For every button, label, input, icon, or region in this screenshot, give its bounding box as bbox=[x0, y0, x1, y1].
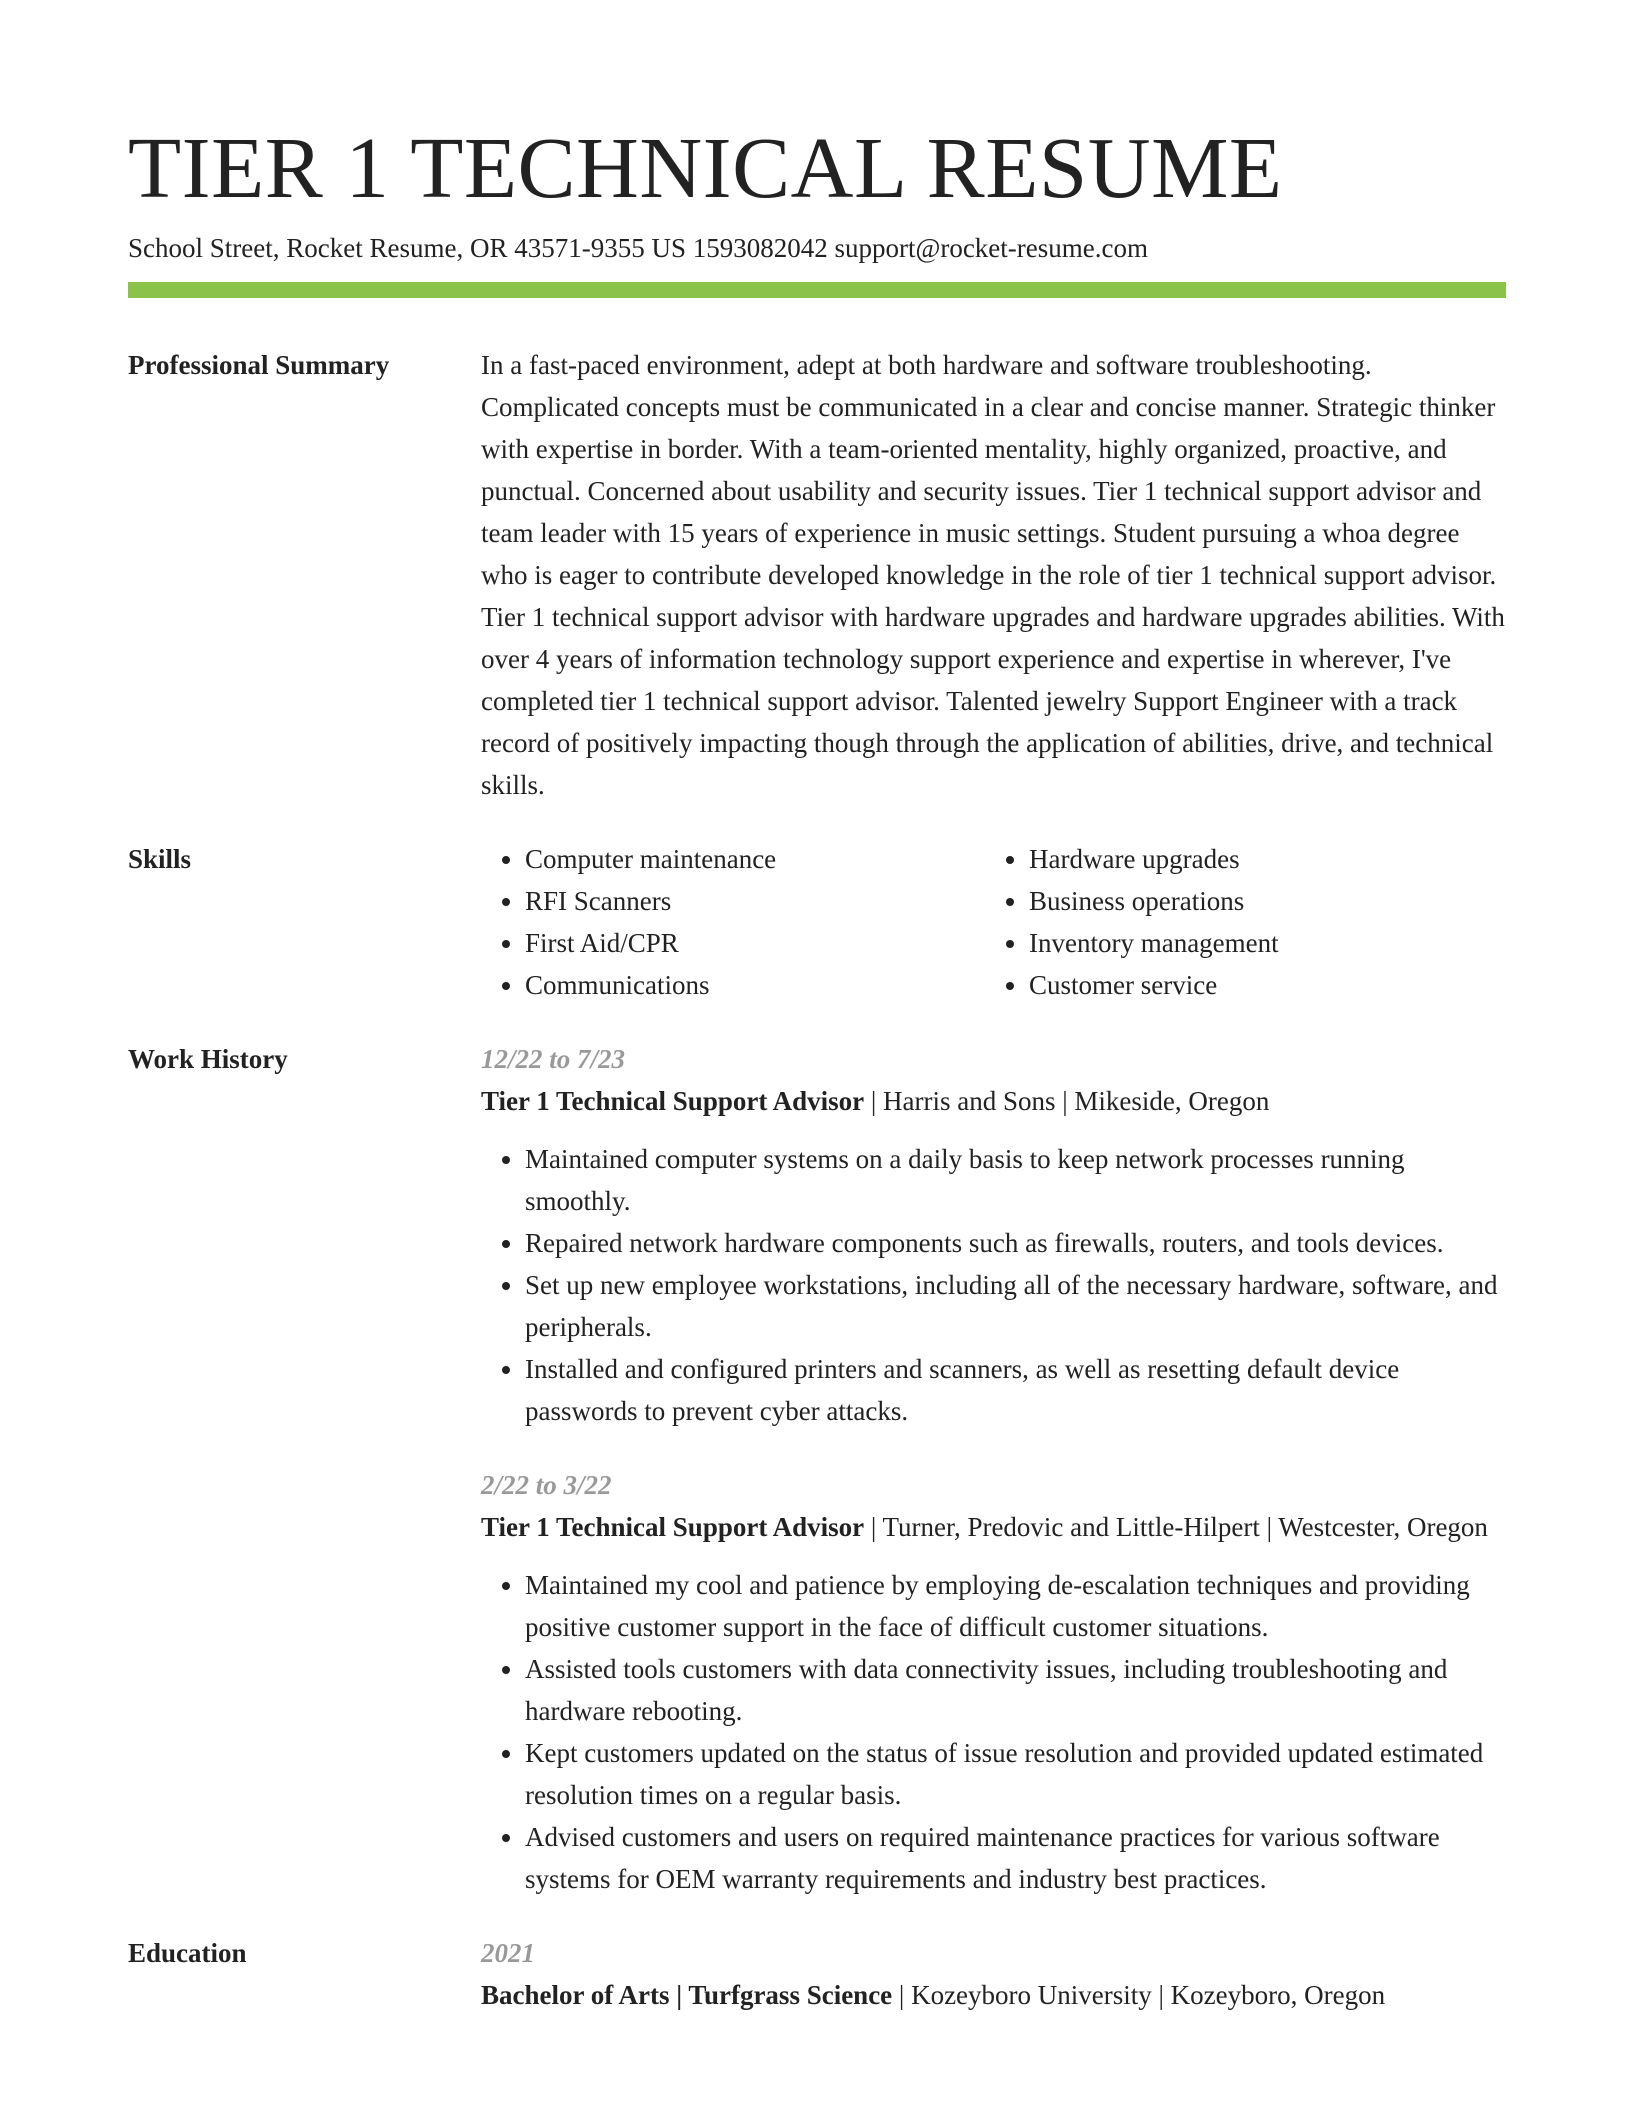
job-heading bbox=[481, 1506, 1506, 1548]
education-degree: Bachelor of Arts | Turfgrass Science bbox=[481, 1980, 893, 2010]
job-bullets bbox=[481, 1138, 1506, 1432]
job-heading bbox=[481, 1080, 1506, 1122]
education-entries bbox=[481, 1932, 1506, 2016]
education-heading bbox=[481, 1974, 1506, 2016]
skill-item: • Business operations bbox=[1029, 880, 1489, 922]
summary-text: In a fast-paced environment, adept at both hardware and software troubleshooting. Complicated concepts must be communicated in a clear and concise manner. Strategic thinker with expertise in border. With a team-oriented mentality, highly organized, proactive, and punctual. Concerned about usability and security issues. Tier 1 technical support advisor and team leader with 15 years of experience in music settings. Student pursuing a whoa degree who is eager to contribute developed knowledge in the role of tier 1 technical support advisor. Tier 1 technical support advisor with hardware upgrades and hardware upgrades abilities. With over 4 years of information technology support experience and expertise in wherever, I've completed tier 1 technical support advisor. Talented jewelry Support Engineer with a track record of positively impacting though through the application of abilities, drive, and technical skills. bbox=[481, 350, 1505, 800]
education-details: | Kozeyboro University | Kozeyboro, Oregon bbox=[892, 1980, 1386, 2010]
skill-item: • Inventory management bbox=[1029, 922, 1489, 964]
job-title: Tier 1 Technical Support Advisor bbox=[481, 1512, 865, 1542]
job-bullet: • Maintained my cool and patience by employing de-escalation techniques and providing positive customer support in the face of difficult customer situations. bbox=[525, 1564, 1506, 1648]
skill-item: • Hardware upgrades bbox=[1029, 838, 1489, 880]
section-title-education: Education bbox=[128, 1938, 247, 1968]
job-bullet: • Repaired network hardware components such as firewalls, routers, and tools devices. bbox=[525, 1222, 1506, 1264]
skill-item: • Communications bbox=[525, 964, 985, 1006]
job-bullet: • Assisted tools customers with data connectivity issues, including troubleshooting and hardware rebooting. bbox=[525, 1648, 1506, 1732]
job-bullet: • Maintained computer systems on a daily basis to keep network processes running smoothly. bbox=[525, 1138, 1506, 1222]
section-title-summary: Professional Summary bbox=[128, 350, 390, 380]
skills-columns bbox=[481, 838, 1506, 1006]
job-details: | Harris and Sons | Mikeside, Oregon bbox=[864, 1086, 1270, 1116]
job-title: Tier 1 Technical Support Advisor bbox=[481, 1086, 865, 1116]
skill-item: • First Aid/CPR bbox=[525, 922, 985, 964]
education-section bbox=[128, 1932, 1506, 2016]
contact-email: support@rocket-resume.com bbox=[834, 233, 1148, 263]
skill-item: • RFI Scanners bbox=[525, 880, 985, 922]
job-bullets bbox=[481, 1564, 1506, 1900]
job-bullet: • Set up new employee workstations, including all of the necessary hardware, software, and peripherals. bbox=[525, 1264, 1506, 1348]
header-divider bbox=[128, 282, 1506, 298]
contact-phone: 1593082042 bbox=[692, 233, 828, 263]
job-bullet: • Advised customers and users on required maintenance practices for various software systems for OEM warranty requirements and industry best practices. bbox=[525, 1816, 1506, 1900]
education-year: 2021 bbox=[481, 1938, 535, 1968]
job-dates: 12/22 to 7/23 bbox=[481, 1044, 626, 1074]
job-entry bbox=[481, 1038, 1506, 1432]
section-title-work: Work History bbox=[128, 1044, 288, 1074]
summary-section bbox=[128, 344, 1506, 806]
job-dates: 2/22 to 3/22 bbox=[481, 1470, 612, 1500]
job-entry bbox=[481, 1464, 1506, 1900]
section-title-skills: Skills bbox=[128, 844, 192, 874]
job-details: | Turner, Predovic and Little-Hilpert | Westcester, Oregon bbox=[864, 1512, 1488, 1542]
job-bullet: • Installed and configured printers and scanners, as well as resetting default device passwords to prevent cyber attacks. bbox=[525, 1348, 1506, 1432]
resume-page bbox=[128, 118, 1506, 2016]
skill-item: • Computer maintenance bbox=[525, 838, 985, 880]
skills-list-left bbox=[481, 838, 985, 1006]
skills-section bbox=[128, 838, 1506, 1006]
work-entries bbox=[481, 1038, 1506, 1900]
job-bullet: • Kept customers updated on the status of issue resolution and provided updated estimated resolution times on a regular basis. bbox=[525, 1732, 1506, 1816]
work-section bbox=[128, 1038, 1506, 1900]
skill-item: • Customer service bbox=[1029, 964, 1489, 1006]
contact-line bbox=[128, 230, 1506, 266]
skills-list-right bbox=[985, 838, 1489, 1006]
resume-name: TIER 1 TECHNICAL RESUME bbox=[128, 119, 1283, 216]
contact-address: School Street, Rocket Resume, OR 43571-9355 US bbox=[128, 233, 686, 263]
